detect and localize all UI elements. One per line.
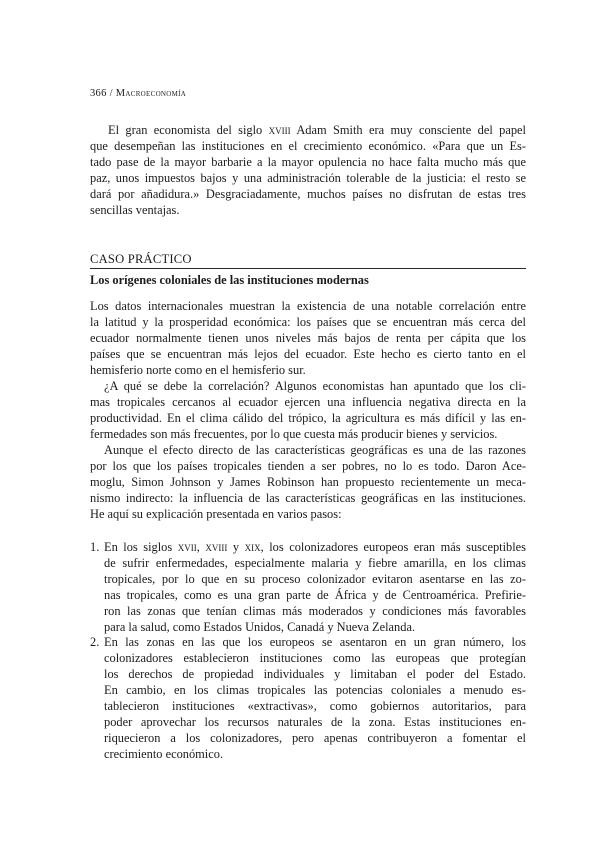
list-number: 2.: [90, 635, 100, 649]
case-study-body: [90, 298, 526, 522]
section-divider: [90, 268, 526, 269]
text-line: para la salud, como Estados Unidos, Canadá y Nueva Zelanda.: [104, 620, 416, 634]
text-line: El gran economista del siglo xviii Adam Smith era muy consciente del papel: [108, 123, 526, 137]
text-line: de sufrir enfermedades, especialmente malaria y fiebre amarilla, en los climas: [104, 556, 526, 570]
text-line: ¿A qué se debe la correlación? Algunos economistas han apuntado que los cli-: [104, 379, 526, 393]
text-line: nismo indirecto: la influencia de las características geográficas en las instituciones.: [90, 491, 526, 505]
text-line: fermedades son más frecuentes, por lo que cuesta más producir bienes y servicios.: [90, 427, 498, 441]
text-line: hemisferio norte como en el hemisferio sur.: [90, 363, 306, 377]
text-line: la latitud y la prosperidad económica: los países que se encuentran más cerca del: [90, 315, 526, 329]
case-study-subtitle: Los orígenes coloniales de las instituciones modernas: [90, 273, 369, 287]
text-line: países que se encuentran más lejos del ecuador. Este hecho es cierto tanto en el: [90, 347, 526, 361]
page-number: 366: [90, 88, 107, 99]
text-line: los derechos de propiedad individuales y limitaban el poder del Estado.: [104, 667, 526, 681]
running-header: [90, 88, 186, 99]
text-line: tado pase de la mayor barbarie a la mayor opulencia no hace falta mucho más que: [90, 155, 526, 169]
text-line: productividad. En el clima cálido del trópico, la agricultura es más difícil y las en-: [90, 411, 526, 425]
text-line: poder aprovechar los recursos naturales de la zona. Estas instituciones en-: [104, 715, 526, 729]
text-line: tablecieron instituciones «extractivas», como gobiernos autoritarios, para: [104, 699, 526, 713]
text-line: dará por añadidura.» Desgraciadamente, muchos países no disfrutan de estas tres: [90, 187, 526, 201]
text-line: ecuador normalmente tienen unos niveles más bajos de renta per cápita que los: [90, 331, 526, 345]
text-line: por los que los países tropicales tienden a ser pobres, no lo es todo. Daron Ace-: [90, 459, 526, 473]
text-line: Aunque el efecto directo de las características geográficas es una de las razones: [104, 443, 526, 457]
text-line: sencillas ventajas.: [90, 203, 180, 217]
text-line: tropicales, por lo que en su proceso colonizador evitaron asentarse en las zo-: [104, 572, 526, 586]
intro-paragraph: [90, 122, 526, 218]
text-line: nas tropicales, como es una gran parte de África y de Centroamérica. Prefirie-: [104, 588, 526, 602]
text-line: ron las zonas que tenían climas más moderados y condiciones más favorables: [104, 604, 526, 618]
text-line: He aquí su explicación presentada en varios pasos:: [90, 507, 342, 521]
text-line: crecimiento económico.: [104, 747, 224, 761]
header-separator: /: [109, 88, 113, 99]
case-study-label: CASO PRÁCTICO: [90, 252, 192, 266]
text-line: Los datos internacionales muestran la existencia de una notable correlación entre: [90, 299, 526, 313]
text-line: En los siglos xvii, xviii y xix, los colonizadores europeos eran más susceptibles: [104, 540, 527, 554]
text-line: En cambio, en los climas tropicales las potencias coloniales a menudo es-: [104, 683, 526, 697]
text-line: mas tropicales cercanos al ecuador ejercen una influencia negativa directa en la: [90, 395, 526, 409]
text-line: paz, unos impuestos bajos y una administración tolerable de la justicia: el resto se: [90, 171, 526, 185]
text-line: riquecieron a los colonizadores, pero apenas contribuyeron a fomentar el: [104, 731, 526, 745]
book-title: Macroeconomía: [115, 88, 187, 99]
list-number: 1.: [90, 540, 100, 554]
text-line: colonizadores establecieron instituciones como las europeas que protegían: [104, 651, 526, 665]
text-line: que desempeñan las instituciones en el crecimiento económico. «Para que un Es-: [90, 139, 526, 153]
text-line: moglu, Simon Johnson y James Robinson han propuesto recientemente un meca-: [90, 475, 526, 489]
text-line: En las zonas en las que los europeos se asentaron en un gran número, los: [104, 635, 526, 649]
